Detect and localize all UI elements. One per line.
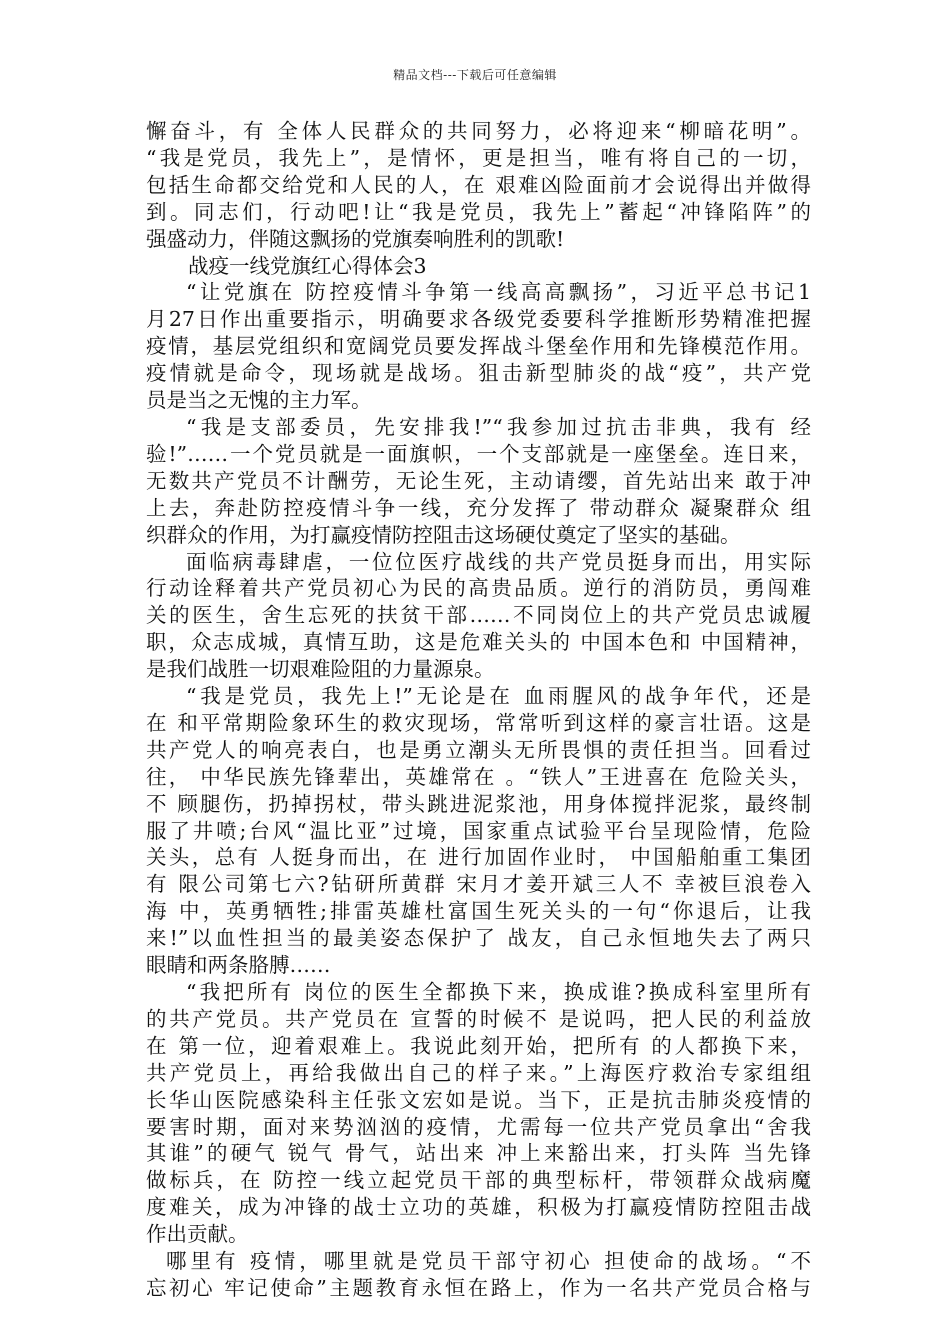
text-line: 懈奋斗，有 全体人民群众的共同努力，必将迎来“柳暗花明”。 xyxy=(146,119,811,143)
text-line: 往， 中华民族先锋辈出，英雄常在 。“铁人”王进喜在 危险关头， xyxy=(146,764,811,789)
text-line: 面临病毒肆虐，一位位医疗战线的共产党员挺身而出，用实际 xyxy=(186,549,811,574)
text-line: 度难关，成为冲锋的战士立功的英雄，积极为打赢疫情防控阻击战 xyxy=(146,1195,811,1220)
text-line: 长华山医院感染科主任张文宏如是说。当下，正是抗击肺炎疫情的 xyxy=(146,1087,811,1112)
text-line: 战疫一线党旗红心得体会3 xyxy=(188,253,427,278)
text-line: 海 中，英勇牺牲;排雷英雄杜富国生死关头的一句“你退后，让我 xyxy=(146,899,811,924)
text-line: 忘初心 牢记使命”主题教育永恒在路上，作为一名共产党员合格与 xyxy=(146,1275,811,1300)
text-line: 在 和平常期险象环生的救灾现场，常常听到这样的豪言壮语。这是 xyxy=(146,710,811,735)
text-line: 职，众志成城，真情互助，这是危难关头的 中国本色和 中国精神， xyxy=(146,630,811,655)
text-line: 到。同志们，行动吧!让“我是党员，我先上”蓄起“冲锋陷阵”的 xyxy=(146,199,811,224)
text-line: 服了井喷;台风“温比亚”过境，国家重点试验平台呈现险情，危险 xyxy=(146,818,811,843)
text-line: 眼睛和两条胳膊…… xyxy=(146,953,331,978)
text-line: 是我们战胜一切艰难险阻的力量源泉。 xyxy=(146,657,495,682)
text-line: “我是党员，我先上”，是情怀，更是担当，唯有将自己的一切， xyxy=(146,145,811,170)
text-line: 来!”以血性担当的最美姿态保护了 战友，自己永恒地失去了两只 xyxy=(146,926,811,951)
text-line: 验!”……一个党员就是一面旗帜，一个支部就是一座堡垒。连日来， xyxy=(146,441,811,466)
text-line: 做标兵，在 防控一线立起党员干部的典型标杆，带领群众战病魔 xyxy=(146,1168,811,1193)
text-line: “我是支部委员，先安排我!”“我参加过抗击非典，我有 经 xyxy=(186,414,811,439)
text-line: 关的医生，舍生忘死的扶贫干部……不同岗位上的共产党员忠诚履 xyxy=(146,603,811,628)
text-line: 织群众的作用，为打赢疫情防控阻击这场硬仗奠定了坚实的基础。 xyxy=(146,522,741,547)
text-line: 月27日作出重要指示，明确要求各级党委要科学推断形势精准把握 xyxy=(146,307,811,332)
text-line: 包括生命都交给党和人民的人，在 艰难凶险面前才会说得出并做得 xyxy=(146,172,811,197)
text-line: 的共产党员。共产党员在 宣誓的时候不 是说吗，把人民的利益放 xyxy=(146,1006,811,1031)
text-line: 关头，总有 人挺身而出，在 进行加固作业时， 中国船舶重工集团 xyxy=(146,845,811,870)
text-line: “让党旗在 防控疫情斗争第一线高高飘扬”，习近平总书记1 xyxy=(186,280,811,305)
text-line: 上去，奔赴防控疫情斗争一线，充分发挥了 带动群众 凝聚群众 组 xyxy=(146,495,811,520)
text-line: 疫情就是命令，现场就是战场。狙击新型肺炎的战“疫”，共产党 xyxy=(146,361,811,386)
text-line: 无数共产党员不计酬劳，无论生死，主动请缨，首先站出来 敢于冲 xyxy=(146,468,811,493)
text-line: 要害时期，面对来势汹汹的疫情，尤需每一位共产党员拿出“舍我 xyxy=(146,1114,811,1139)
text-line: 员是当之无愧的主力军。 xyxy=(146,388,372,413)
text-line: 作出贡献。 xyxy=(146,1222,249,1247)
text-line: 共产党人的响亮表白，也是勇立潮头无所畏惧的责任担当。回看过 xyxy=(146,737,811,762)
text-line: 强盛动力，伴随这飘扬的党旗奏响胜利的凯歌! xyxy=(146,226,565,251)
text-line: 共产党员上，再给我做出自己的样子来。”上海医疗救治专家组组 xyxy=(146,1060,811,1085)
text-line: 疫情，基层党组织和宽阔党员要发挥战斗堡垒作用和先锋模范作用。 xyxy=(146,334,811,359)
text-line: 行动诠释着共产党员初心为民的高贵品质。逆行的消防员，勇闯难 xyxy=(146,576,811,601)
document-body xyxy=(146,118,811,1302)
text-line: “我把所有 岗位的医生全都换下来，换成谁?换成科室里所有 xyxy=(186,980,811,1004)
text-line: 不 顾腿伤，扔掉拐杖，带头跳进泥浆池，用身体搅拌泥浆，最终制 xyxy=(146,791,811,816)
text-line: 哪里有 疫情，哪里就是党员干部守初心 担使命的战场。“不 xyxy=(166,1249,811,1274)
text-line: 在 第一位，迎着艰难上。我说此刻开始，把所有 的人都换下来， xyxy=(146,1033,811,1058)
text-line: 其谁”的硬气 锐气 骨气，站出来 冲上来豁出来，打头阵 当先锋 xyxy=(146,1141,811,1166)
text-line: “我是党员，我先上!”无论是在 血雨腥风的战争年代，还是 xyxy=(186,684,811,709)
text-line: 有 限公司第七六?钻研所黄群 宋月才姜开斌三人不 幸被巨浪卷入 xyxy=(146,872,811,897)
page-header: 精品文档---下载后可任意编辑 xyxy=(393,68,557,82)
